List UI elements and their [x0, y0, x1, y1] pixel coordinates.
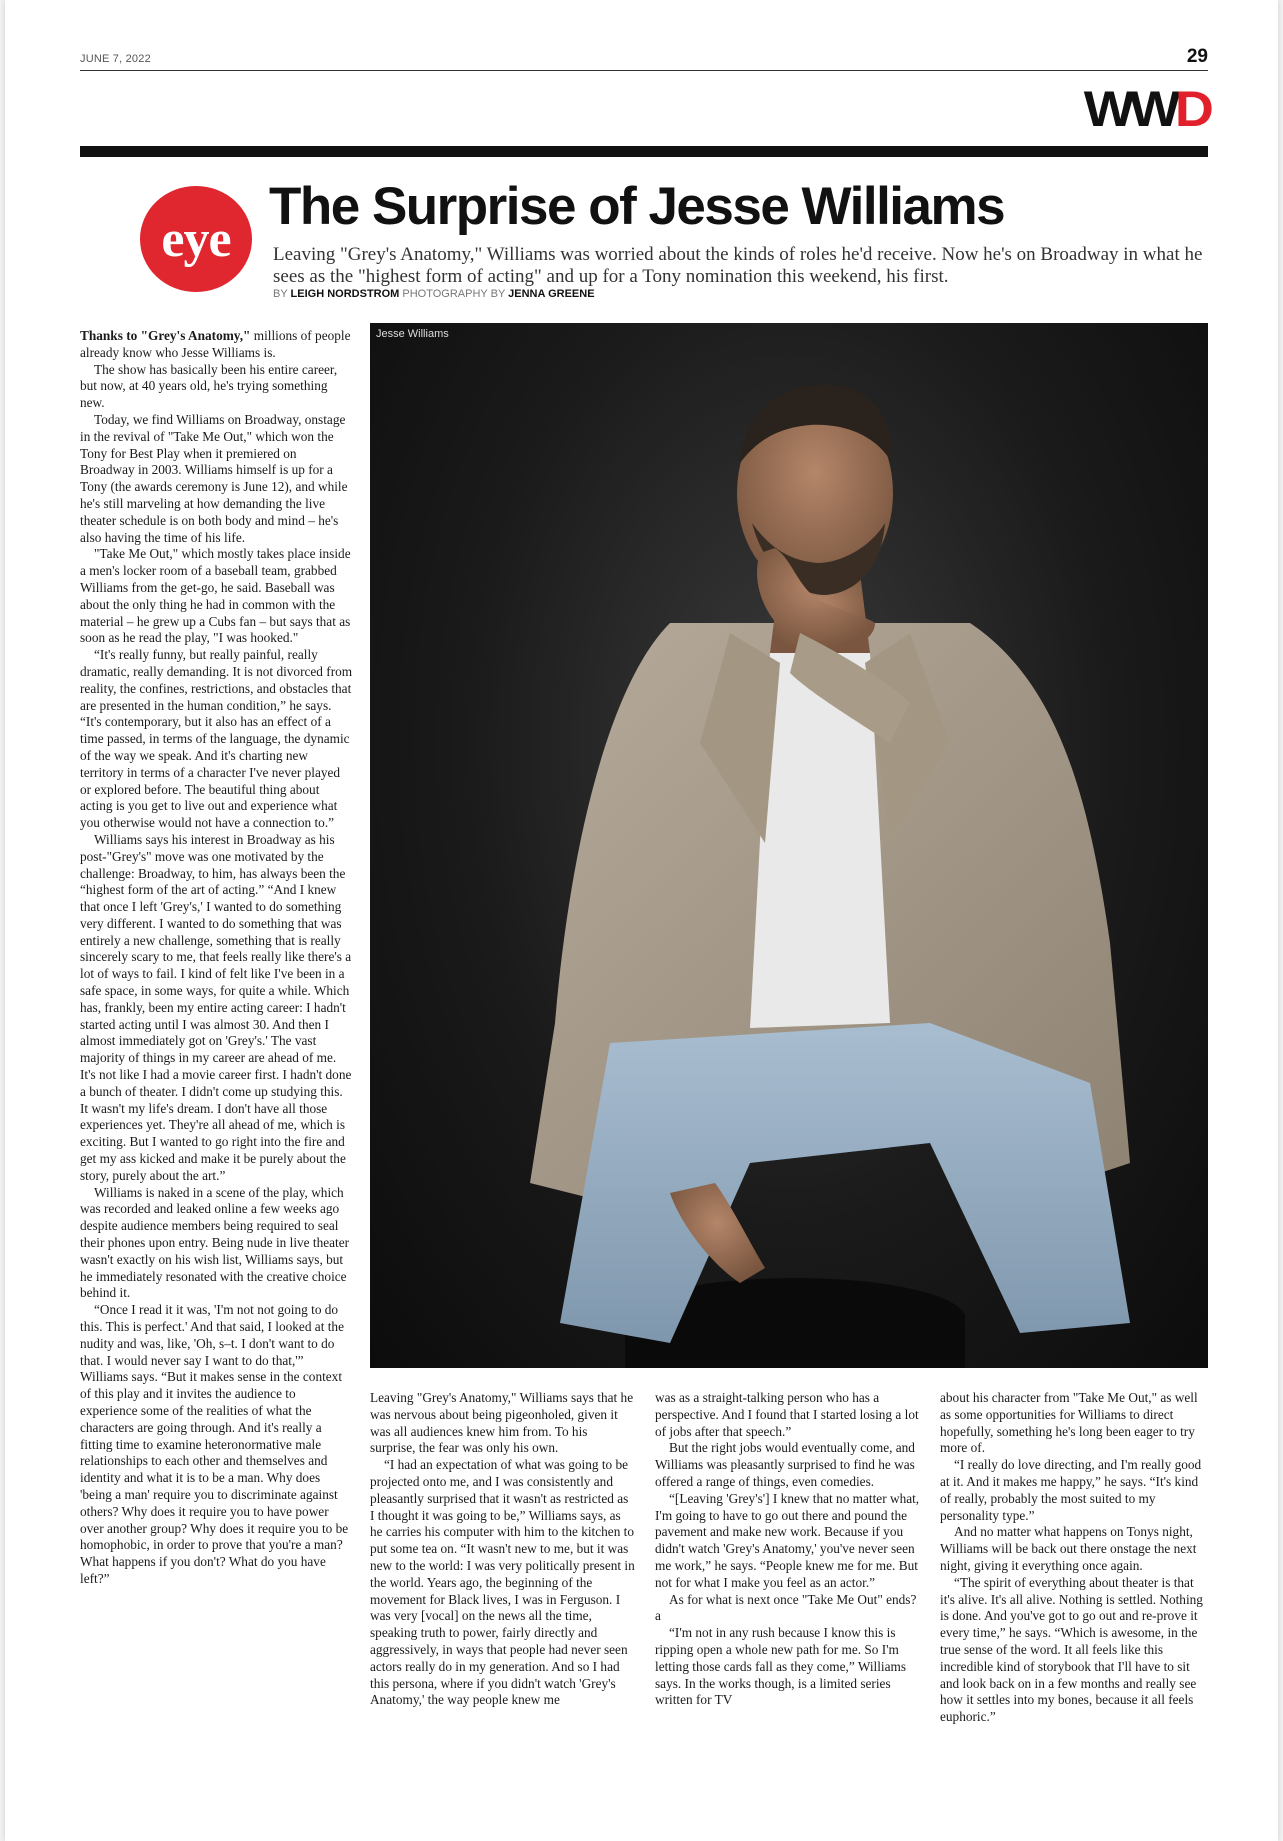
paragraph: And no matter what happens on Tonys night, Williams will be back out there onstage the next night, giving it everything once again. [940, 1524, 1197, 1573]
paragraph: “I really do love directing, and I'm really good at it. And it makes me happy,” he says. “It's kind of really, probably the most suited to my personality type.” [940, 1457, 1202, 1523]
page-number: 29 [1186, 46, 1208, 67]
paragraph: Williams says his interest in Broadway as his post-"Grey's" move was one motivated by the challenge: Broadway, to him, has always been the “highest form of the art of acting.” “And I knew that once I left 'Grey's,' I wanted to do something very different. I wanted to do something that was entirely a new challenge, something that is really sincerely scary to me, that feels really like there's a lot of ways to fail. I kind of felt like I've been in a safe space, in some ways, for quite a while. Which has, frankly, been my entire acting career: I hadn't started acting until I was almost 30. And then I almost immediately got on 'Grey's.' The vast majority of things in my career are ahead of me. It's not like I had a movie career first. I hadn't done a bunch of theater. I didn't come up studying this. It wasn't my life's dream. I don't have all those experiences yet. They're all ahead of me, which is exciting. But I wanted to go right into the fire and get my ass kicked and make it be purely about the story, purely about the art.” [80, 831, 352, 1183]
paragraph: But the right jobs would eventually come, and Williams was pleasantly surprised to find he was offered a range of things, even comedies. [655, 1440, 915, 1489]
headline: The Surprise of Jesse Williams [269, 177, 1005, 236]
portrait-photo [370, 323, 1208, 1368]
newspaper-page [5, 0, 1278, 1841]
eye-section-badge: eye [140, 186, 252, 292]
paragraph: “The spirit of everything about theater is that it's alive. It's all alive. Nothing is settled. Nothing is done. And you've got to go out and re-prove it every time,” he says. “Which is awesome, in the true sense of the word. It all feels like this incredible kind of storybook that I'll have to sit and look back on in a few months and really see how it settles into my bones, because it all feels euphoric.” [940, 1574, 1203, 1725]
logo-accent: D [1174, 81, 1208, 137]
wwd-logo [1083, 81, 1208, 137]
article-column-1 [80, 328, 353, 1588]
paragraph: Leaving "Grey's Anatomy," Williams says that he was nervous about being pigeonholed, given it was all audiences knew him from. To his surprise, the fear was only his own. [370, 1390, 634, 1456]
paragraph: “I had an expectation of what was going to be projected onto me, and I was consistently and pleasantly surprised that it wasn't as restricted as I thought it was going to be,” Williams says, as he carries his computer with him to the kitchen to put some tea on. “It wasn't new to me, but it was new to the world: I was very politically present in the world. Years ago, the beginning of the movement for Black lives, I was in Ferguson. I was very [vocal] on the news all the time, speaking truth to power, fairly directly and aggressively, in ways that people had never seen actors really do in my generation. And so I had this persona, where if you didn't watch 'Grey's Anatomy,' the way people knew me [370, 1457, 635, 1708]
paragraph: As for what is next once "Take Me Out" ends?a [655, 1591, 917, 1624]
article-column-3 [655, 1390, 920, 1709]
paragraph: was as a straight-talking person who has a perspective. And I found that I started losing a lot of jobs after that speech.” [655, 1390, 919, 1439]
paragraph: “[Leaving 'Grey's'] I knew that no matter what, I'm going to have to go out there and pound the pavement and make new work. Because if you didn't watch 'Grey's Anatomy,' you've never seen me work,” he says. “People knew me for me. But not for what I make you feel as an actor.” [655, 1490, 920, 1590]
paragraph: Today, we find Williams on Broadway, onstage in the revival of "Take Me Out," which won the Tony for Best Play when it premiered on Broadway in 2003. Williams himself is up for a Tony (the awards ceremony is June 12), and while he's still marveling at how demanding the live theater schedule is on both body and mind – he's also having the time of his life. [80, 411, 348, 545]
issue-date: JUNE 7, 2022 [80, 53, 151, 65]
logo-main: WW [1083, 81, 1175, 137]
lead-in: Thanks to "Grey's Anatomy," [80, 328, 251, 343]
byline-photographer: JENNA GREENE [508, 288, 595, 300]
masthead-rule [80, 146, 1208, 157]
paragraph: about his character from "Take Me Out," as well as some opportunities for Williams to direct hopefully, something he's long been eager to try more of. [940, 1390, 1198, 1456]
header-rule [80, 70, 1208, 71]
dek: Leaving "Grey's Anatomy," Williams was worried about the kinds of roles he'd receive. Now he's on Broadway in what he sees as the "highest form of acting" and up for a Tony nomination this weekend, his first. [273, 244, 1203, 287]
lead-rest: millions of people already know who Jesse Williams is. [80, 328, 351, 360]
photo-caption: Jesse Williams [376, 328, 449, 340]
paragraph: The show has basically been his entire career, but now, at 40 years old, he's trying something new. [80, 361, 338, 411]
paragraph: "Take Me Out," which mostly takes place inside a men's locker room of a baseball team, grabbed Williams from the get-go, he said. Baseball was about the only thing he had in common with the material – he grew up a Cubs fan – but says that as soon as he read the play, "I was hooked." [80, 546, 351, 646]
paragraph: “Once I read it it was, 'I'm not not going to do this. This is perfect.' And that said, I looked at the nudity and was, like, 'Oh, s–t. I don't want to do that. I would never say I want to do that,'” Williams says. “But it makes sense in the context of this play and it invites the audience to experience some of the realities of what the characters are going through. And it's really a fitting time to examine heteronormative male relationships to each other and themselves and identity and what it is to be a man. Why does 'being a man' require you to discriminate against others? Why does it require you to have power over another group? Why does it require you to be homophobic, in order to prove that you're a man? What happens if you don't? What do you have left?” [80, 1302, 349, 1586]
paragraph: Williams is naked in a scene of the play, which was recorded and leaked online a few weeks ago despite audience members being required to seal their phones upon entry. Being nude in live theater wasn't exactly on his wish list, Williams says, but he immediately resonated with the creative choice behind it. [80, 1184, 350, 1301]
article-column-2 [370, 1390, 635, 1709]
byline-by-label: BY [273, 288, 288, 300]
byline [273, 288, 595, 300]
article-column-4 [940, 1390, 1208, 1726]
byline-photo-label: PHOTOGRAPHY BY [402, 288, 506, 300]
byline-author: LEIGH NORDSTROM [290, 288, 400, 300]
portrait-illustration [370, 323, 1208, 1368]
paragraph: “It's really funny, but really painful, really dramatic, really demanding. It is not divorced from reality, the confines, restrictions, and obstacles that are presented in the human condition,” he says. “It's contemporary, but it also has an effect of a time passed, in terms of the language, the dynamic of the way we speak. And it's charting new territory in terms of a character I've never played or explored before. The beautiful thing about acting is you get to live out and experience what you otherwise would not have a connection to.” [80, 647, 353, 831]
paragraph: “I'm not in any rush because I know this is ripping open a whole new path for me. So I'm letting those cards fall as they come,” Williams says. In the works though, is a limited series written for TV [655, 1625, 907, 1708]
lead-paragraph [80, 328, 353, 362]
